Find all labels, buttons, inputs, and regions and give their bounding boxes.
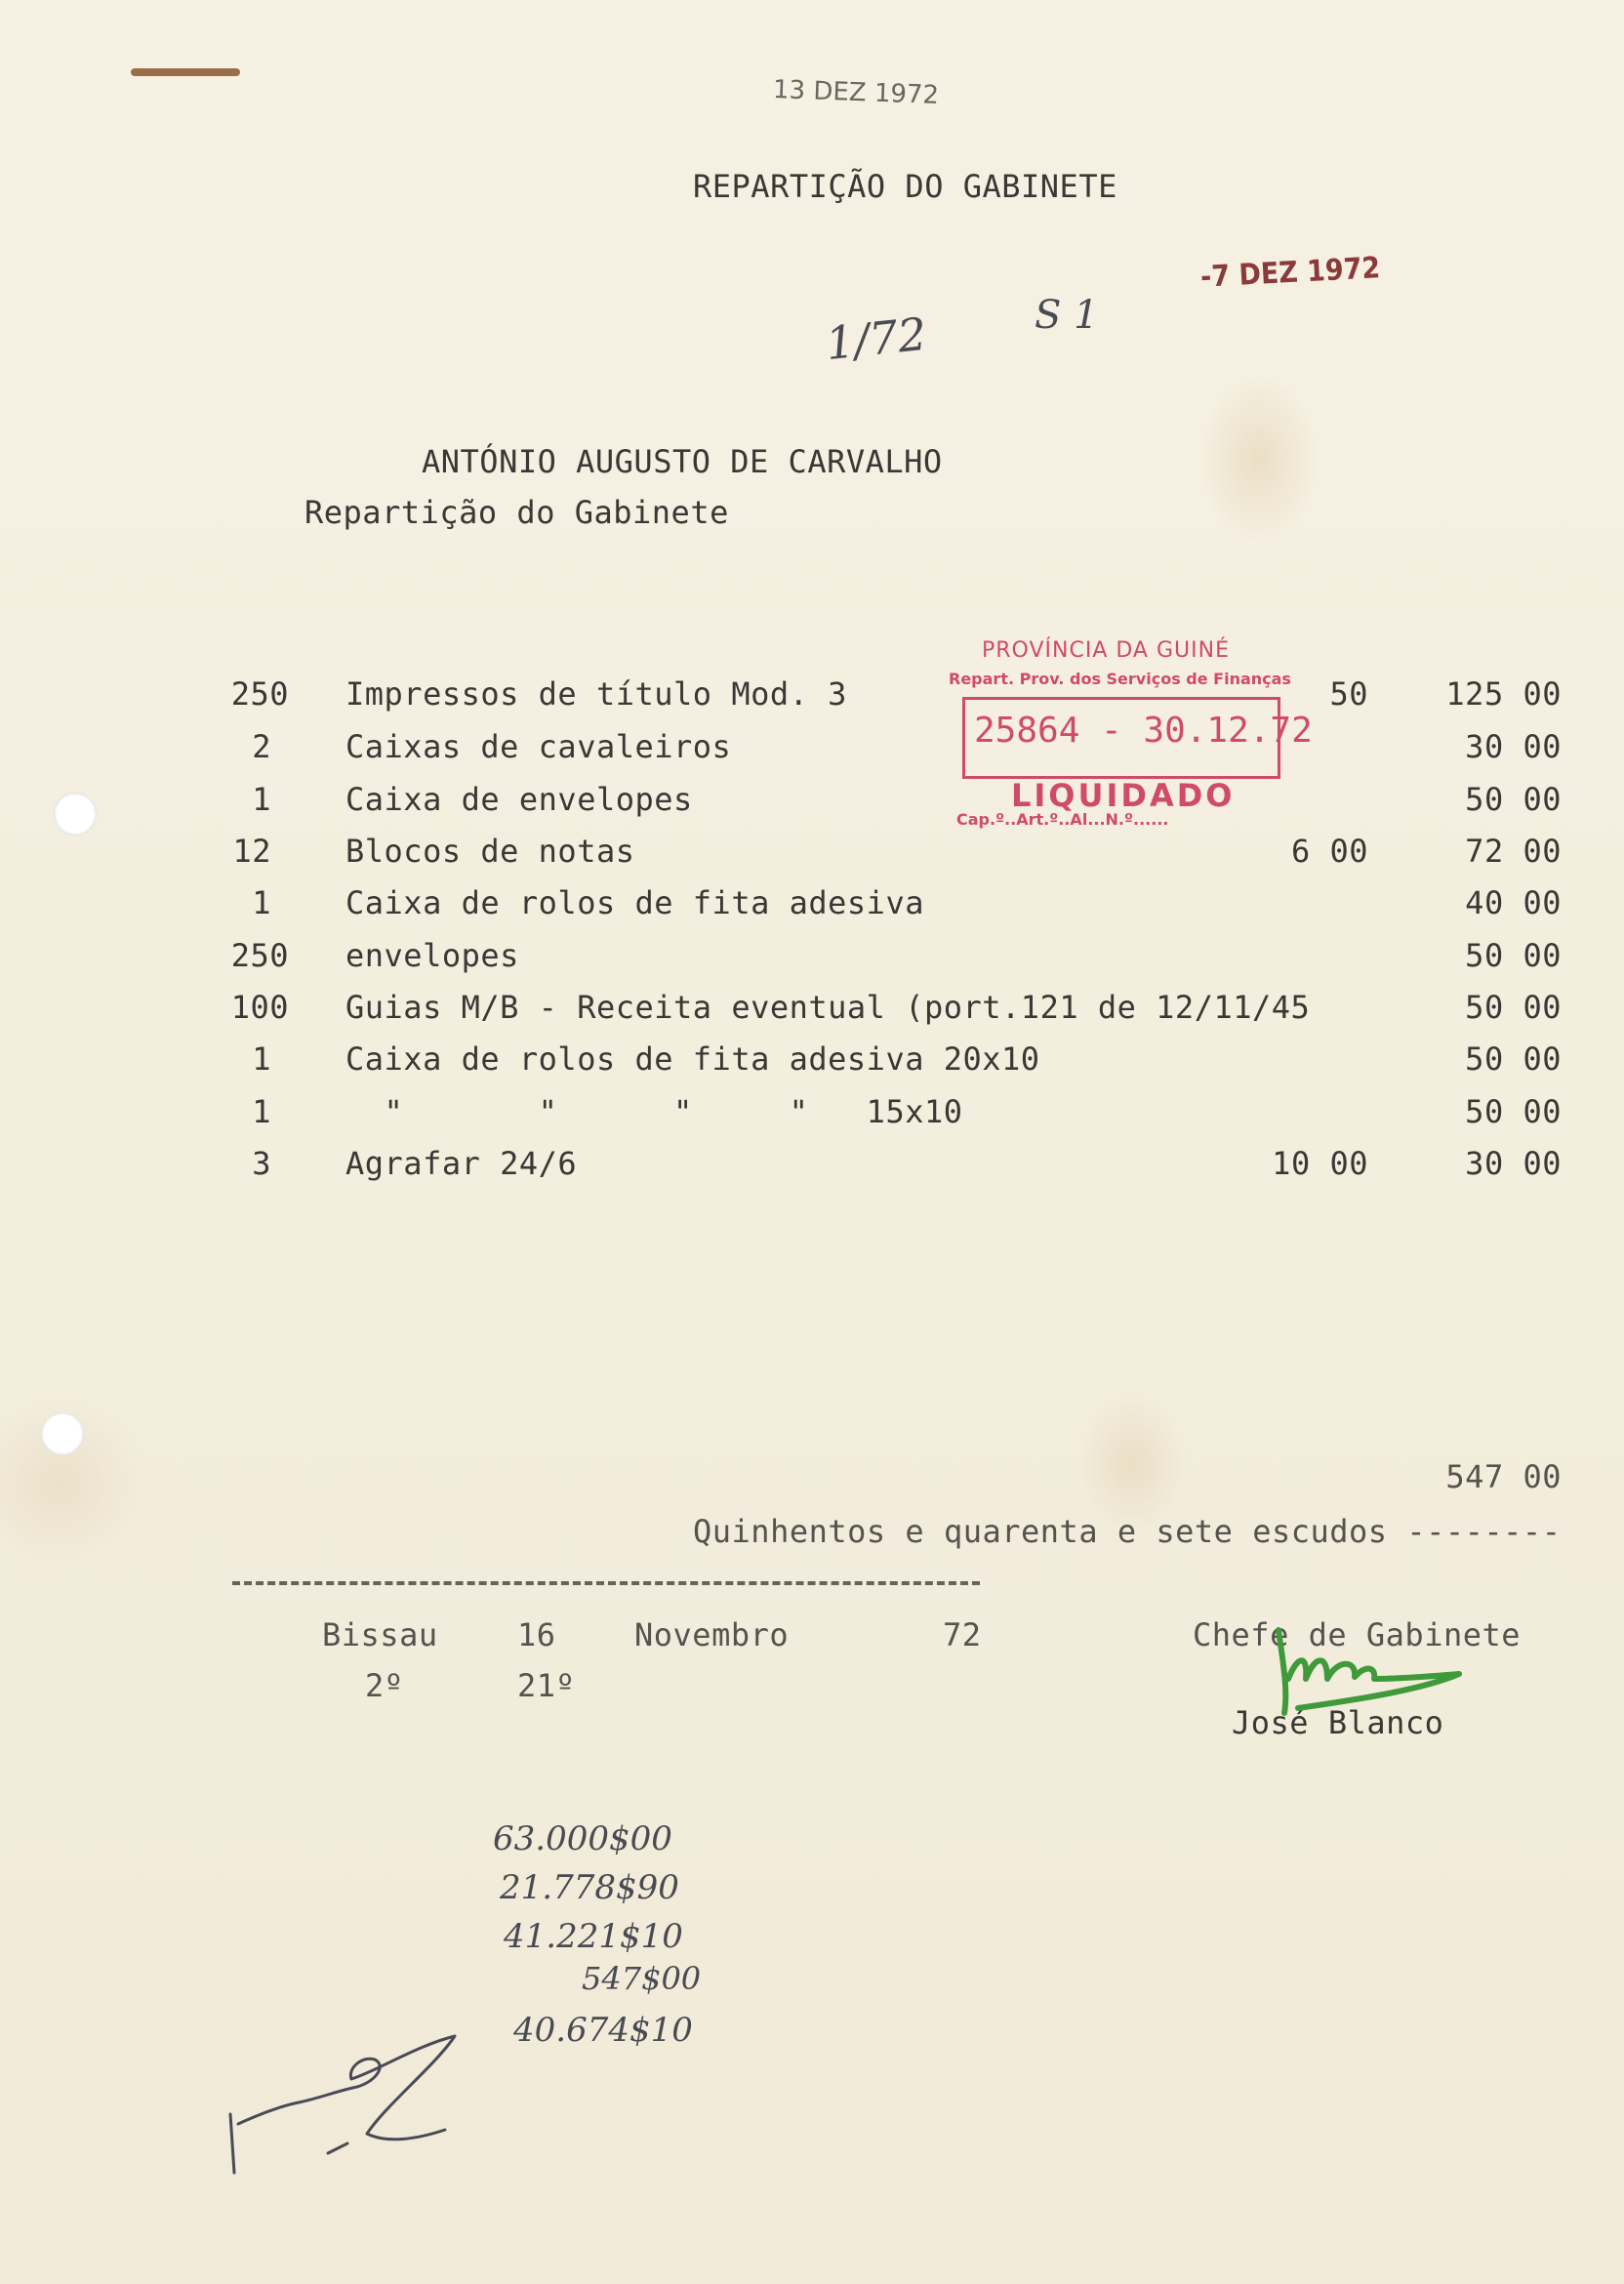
item-description: Caixa de rolos de fita adesiva 20x10: [345, 1040, 1040, 1078]
item-qty: 12: [232, 833, 271, 870]
item-description: Caixa de envelopes: [345, 781, 693, 818]
item-qty: 1: [252, 781, 271, 818]
grand-total: 547 00: [1445, 1458, 1562, 1495]
item-qty: 1: [252, 884, 271, 921]
green-signature: [1259, 1620, 1474, 1737]
item-unit-price: 10 00: [1272, 1145, 1368, 1182]
document-title: REPARTIÇÃO DO GABINETE: [693, 168, 1117, 205]
item-total: 50 00: [1465, 1093, 1562, 1130]
reference-mark: S 1: [1035, 293, 1099, 338]
item-total: 50 00: [1465, 1040, 1562, 1078]
item-total: 72 00: [1465, 833, 1562, 870]
footer-day: 16: [517, 1616, 556, 1653]
total-in-words: Quinhentos e quarenta e sete escudos --------: [693, 1513, 1562, 1550]
item-description: Impressos de título Mod. 3: [345, 675, 847, 713]
item-total: 125 00: [1445, 675, 1562, 713]
handwritten-note: 63.000$00: [493, 1819, 672, 1858]
item-description: Agrafar 24/6: [345, 1145, 578, 1182]
item-total: 50 00: [1465, 989, 1562, 1026]
separator-line: [232, 1581, 980, 1585]
stamp-department: Repart. Prov. dos Serviços de Finanças: [949, 670, 1291, 688]
handwritten-note: 547$00: [582, 1960, 702, 1997]
signer-role: Chefe de Gabinete: [1193, 1616, 1522, 1653]
item-description: Guias M/B - Receita eventual (port.121 de 12/11/45: [345, 989, 1311, 1026]
addressee-name: ANTÓNIO AUGUSTO DE CARVALHO: [422, 443, 943, 480]
item-qty: 3: [252, 1145, 271, 1182]
punch-hole: [41, 1412, 84, 1455]
item-unit-price: 6 00: [1290, 833, 1368, 870]
item-description: envelopes: [345, 937, 519, 974]
stamp-status: LIQUIDADO: [1011, 777, 1236, 814]
stamp-classification: Cap.º..Art.º..Al...N.º......: [956, 810, 1169, 829]
stamp-number: 25864 - 30.12.72: [974, 711, 1313, 751]
handwritten-note: 21.778$90: [500, 1868, 679, 1907]
footer-sub-place: 2º: [365, 1667, 404, 1704]
item-description: " " " " 15x10: [345, 1093, 963, 1130]
punch-hole: [54, 793, 97, 836]
item-description: Caixa de rolos de fita adesiva: [345, 884, 924, 921]
received-date-stamp: 13 DEZ 1972: [772, 75, 940, 110]
item-qty: 250: [230, 675, 289, 713]
staple: [131, 68, 240, 76]
item-qty: 250: [230, 937, 289, 974]
item-total: 50 00: [1465, 781, 1562, 818]
item-total: 40 00: [1465, 884, 1562, 921]
scribbled-signature: [221, 1997, 474, 2192]
signer-name: José Blanco: [1232, 1704, 1444, 1741]
stamp-province: PROVÍNCIA DA GUINÉ: [982, 638, 1230, 663]
item-unit-price: 50: [1329, 675, 1368, 713]
addressee-department: Repartição do Gabinete: [304, 494, 729, 531]
item-description: Caixas de cavaleiros: [345, 728, 732, 765]
handwritten-note: 41.221$10: [504, 1917, 683, 1956]
item-qty: 1: [252, 1040, 271, 1078]
item-total: 30 00: [1465, 1145, 1562, 1182]
footer-place: Bissau: [322, 1616, 438, 1653]
date-stamp: -7 DEZ 1972: [1199, 251, 1382, 295]
item-total: 30 00: [1465, 728, 1562, 765]
item-description: Blocos de notas: [345, 833, 635, 870]
footer-sub-day: 21º: [517, 1667, 576, 1704]
item-qty: 100: [230, 989, 289, 1026]
item-total: 50 00: [1465, 937, 1562, 974]
reference-number: 1/72: [823, 306, 929, 371]
handwritten-note: 40.674$10: [513, 2011, 693, 2050]
item-qty: 2: [252, 728, 271, 765]
item-qty: 1: [252, 1093, 271, 1130]
footer-month: Novembro: [634, 1616, 790, 1653]
footer-year: 72: [943, 1616, 982, 1653]
